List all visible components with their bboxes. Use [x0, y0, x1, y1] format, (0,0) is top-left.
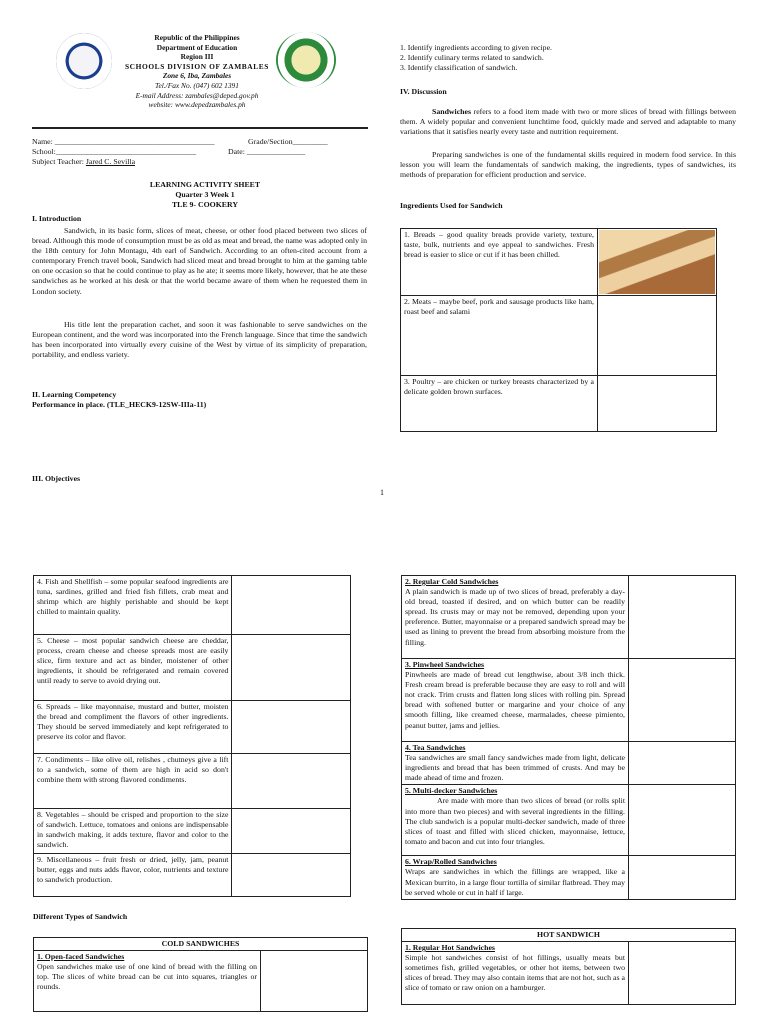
letterhead-line: Region III	[180, 52, 214, 62]
teacher-field	[32, 157, 135, 167]
open-faced-title: 1. Open-faced Sandwiches	[37, 952, 125, 962]
grade-field: Grade/Section_________	[248, 137, 328, 146]
division-seal	[276, 32, 336, 88]
regular-hot-cell	[402, 942, 629, 1005]
ingredient-meats: 2. Meats – maybe beef, pork and sausage products like ham, roast beef and salami	[401, 296, 598, 376]
ingredient-vegetables: 8. Vegetables – should be crisped and proportion to the size of sandwich. Lettuce, tomatoes and onions are indispensable in sandwich making, it adds texture, flavor and color to the sandwich.	[34, 809, 232, 854]
sheet-title-line: LEARNING ACTIVITY SHEET	[149, 180, 261, 189]
wrap-text: Wraps are sandwiches in which the fillings are wrapped, like a Mexican burrito, in a large flour tortilla of similar flatbread. They may be served whole or cut in half if large.	[405, 867, 625, 897]
table-row	[34, 754, 351, 809]
table-row	[34, 854, 351, 897]
ingredients-heading: Ingredients Used for Sandwich	[400, 201, 503, 210]
sandwich-term: Sandwiches	[432, 107, 471, 116]
name-field: Name: _________________________________________	[32, 137, 215, 146]
open-faced-cell	[34, 951, 261, 1012]
ingredients-table-2	[33, 575, 351, 897]
ingredient-fish: 4. Fish and Shellfish – some popular seafood ingredients are tuna, sardines, grilled and fried fish fillets, crab meat and shrimp which are highly perishable and should be kept chilled to maintain quality.	[34, 576, 232, 635]
objectives-heading: III. Objectives	[32, 474, 81, 483]
wrap-image	[629, 856, 736, 899]
table-row	[402, 856, 736, 899]
multi-decker-image	[629, 785, 736, 856]
table-row	[34, 701, 351, 754]
regular-cold-cell	[402, 576, 629, 659]
poultry-image	[598, 376, 717, 432]
cheese-image	[232, 635, 351, 701]
open-faced-image	[261, 951, 368, 1012]
ingredient-spreads: 6. Spreads – like mayonnaise, mustard and butter, moisten the bread and compliment the flavors of other ingredients. They should be served immediately and kept refrigerated to preserve its color and flavor.	[34, 701, 232, 754]
letterhead-line: Republic of the Philippines	[154, 33, 240, 42]
letterhead-line: Department of Education	[156, 42, 238, 52]
multi-decker-title: 5. Multi-decker Sandwiches	[405, 786, 498, 796]
regular-hot-image	[629, 942, 736, 1005]
page-number: 1	[380, 488, 384, 497]
regular-cold-image	[629, 576, 736, 659]
table-row	[401, 376, 717, 432]
regular-cold-text: A plain sandwich is made up of two slices of bread, preferably a day-old bread, toasted if desired, and on which butter can be readily spread. Its crusts may or may not be removed, depending upon your preference. Butter, mayonnaise or a prepared sandwich spread may be used as lining to prevent the bread from absorbing moisture from the filling.	[405, 587, 625, 647]
intro-paragraph-1: Sandwich, in its basic form, slices of meat, cheese, or other food placed between two slices of bread. Although this mode of consumption must be as old as meat and bread, the name was adopted only in the 18th century for John Montagu, 4th earl of Sandwich. According to an often-cited account from a contemporary French travel book, Sandwich had sliced meat and bread brought to him at the gaming table on one occasion so that he could continue to play as he ate; it seems more likely, however, that he ate these sandwiches as he worked at his desk or that the world became aware of them when he requested them in London society.	[32, 226, 367, 296]
ingredients-table-1	[400, 228, 717, 432]
school-field: School:____________________________________	[32, 147, 197, 156]
vegetables-image	[232, 809, 351, 854]
table-row	[34, 809, 351, 854]
header-rule	[32, 127, 368, 129]
wrap-title: 6. Wrap/Rolled Sandwiches	[405, 857, 497, 867]
wrap-cell	[402, 856, 629, 899]
intro-heading: I. Introduction	[32, 214, 82, 223]
table-header-row	[402, 929, 736, 942]
miscellaneous-image	[232, 854, 351, 897]
ingredient-miscellaneous: 9. Miscellaneous – fruit fresh or dried, jelly, jam, peanut butter, eggs and nuts adds flavor, color, nutrients and texture to sandwich production.	[34, 854, 232, 897]
types-heading: Different Types of Sandwich	[33, 912, 128, 921]
multi-decker-text: Are made with more than two slices of bread (or rolls split into more than two pieces) and with several ingredients in the filling. The club sandwich is a popular multi-decker sandwich, made of three slices of toast and filled with sliced chicken, mayonnaise, lettuce, tomato and bacon and cut into four triangles.	[405, 796, 625, 846]
condiments-image	[232, 754, 351, 809]
cold-sandwich-table-2	[401, 575, 736, 900]
objective-item: 2. Identify culinary terms related to sandwich.	[400, 53, 544, 63]
letterhead-line: website: www.depedzambales.ph	[148, 100, 246, 110]
discussion-heading: IV. Discussion	[400, 87, 447, 96]
objective-item: 3. Identify classification of sandwich.	[400, 63, 518, 73]
bread-photo	[599, 230, 715, 294]
meats-image	[598, 296, 717, 376]
objectives-list	[400, 43, 730, 73]
discussion-p1-text: refers to a food item made with two or more slices of bread with fillings between them. A widely popular and convenient lunchtime food, quickly made and served and adaptable to many variations that it satisfies nearly every taste and nutrition requirement.	[400, 107, 736, 137]
pinwheel-image	[629, 659, 736, 742]
intro-paragraph-2: His title lent the preparation cachet, and soon it was fashionable to serve sandwiches on the European continent, and the word was incorporated into the French language. Since that time the sandwich has been incorporated into virtually every cuisine of the West by virtue of its simplicity of preparation, portability, and endless variety.	[32, 320, 367, 360]
competency-text: Performance in place. (TLE_HECK9-12SW-IIIa-11)	[32, 400, 207, 409]
competency-heading: II. Learning Competency	[32, 390, 117, 399]
objective-item: 1. Identify ingredients according to given recipe.	[400, 43, 552, 52]
regular-hot-text: Simple hot sandwiches consist of hot fillings, usually meats but sometimes fish, grilled vegetables, or other hot items, between two slices of bread. They may also contain items that are not hot, such as a slice of tomato or raw onion on a hamburger.	[405, 953, 625, 993]
hot-sandwich-heading: HOT SANDWICH	[402, 929, 736, 942]
table-row	[402, 576, 736, 659]
tea-sandwich-title: 4. Tea Sandwiches	[405, 743, 466, 752]
fish-image	[232, 576, 351, 635]
table-row	[34, 635, 351, 701]
table-row	[402, 659, 736, 742]
table-row	[34, 951, 368, 1012]
hot-sandwich-table	[401, 928, 736, 1005]
sheet-title-line: TLE 9- COOKERY	[171, 200, 238, 210]
letterhead	[118, 33, 276, 110]
ingredient-cheese: 5. Cheese – most popular sandwich cheese are cheddar, process, cream cheese and cheese spreads most are easily slice, firm texture and act as binder, moistener of other ingredients, it should be refrigerated and remain covered until ready to serve to avoid drying out.	[34, 635, 232, 701]
multi-decker-cell	[402, 785, 629, 856]
spreads-image	[232, 701, 351, 754]
pinwheel-text: Pinwheels are made of bread cut lengthwise, about 3/8 inch thick. Fresh cream bread is preferable because they are easy to roll and will not crack. Trim crusts and flatten long slices with rolling pin. Spread bread with softened butter or margarine and your choice of any smooth filling, like creamed cheese, marmalades, cheese pimiento, peanut butter, jams and jellies.	[405, 670, 625, 730]
regular-hot-title: 1. Regular Hot Sandwiches	[405, 943, 495, 953]
ingredient-condiments: 7. Condiments – like olive oil, relishes , chutneys give a lift to a sandwich, some of them are high in acid so don't combine them with strong flavored condiments.	[34, 754, 232, 809]
table-row	[402, 742, 736, 785]
cold-sandwich-table-1	[33, 937, 368, 1012]
ingredient-breads: 1. Breads – good quality breads provide variety, texture, taste, bulk, nutrients and eye appeal to sandwiches. Fresh bread is easier to slice or cut if it has been chilled.	[401, 229, 598, 296]
table-row	[402, 942, 736, 1005]
pinwheel-cell	[402, 659, 629, 742]
table-row	[401, 229, 717, 296]
date-field: Date: _______________	[228, 147, 306, 156]
discussion-paragraph-2: Preparing sandwiches is one of the fundamental skills required in modern food service. In this lesson you will learn the fundamentals of sandwich making, the ingredients, types of sandwiches, its methods of preparation for efficient production and service.	[400, 150, 736, 180]
letterhead-line: Tel./Fax No. (047) 602 1391	[155, 80, 239, 90]
teacher-label: Subject Teacher:	[32, 157, 84, 166]
ingredient-poultry: 3. Poultry – are chicken or turkey breasts characterized by a delicate golden brown surfaces.	[401, 376, 598, 432]
bread-image	[598, 229, 717, 296]
sheet-title-line: Quarter 3 Week 1	[175, 190, 235, 200]
sheet-title	[130, 180, 280, 210]
tea-sandwich-cell	[402, 742, 629, 785]
letterhead-line: Zone 6, Iba, Zambales	[162, 71, 232, 81]
pinwheel-title: 3. Pinwheel Sandwiches	[405, 660, 485, 669]
open-faced-text: Open sandwiches make use of one kind of bread with the filling on top. The slices of white bread can be cut into squares, triangles or rounds.	[37, 962, 257, 992]
teacher-name: Jared C. Sevilla	[85, 157, 136, 166]
table-header-row	[34, 938, 368, 951]
tea-sandwich-text: Tea sandwiches are small fancy sandwiches made from light, delicate ingredients and bread that has been trimmed of crusts. And may be made ahead of time and frozen.	[405, 753, 625, 783]
letterhead-line: E-mail Address: zambales@deped.gov.ph	[135, 90, 259, 100]
table-row	[34, 576, 351, 635]
table-row	[402, 785, 736, 856]
deped-seal	[56, 33, 112, 89]
tea-sandwich-image	[629, 742, 736, 785]
letterhead-line: SCHOOLS DIVISION OF ZAMBALES	[124, 61, 270, 71]
regular-cold-title: 2. Regular Cold Sandwiches	[405, 577, 499, 586]
discussion-paragraph-1	[400, 107, 736, 137]
table-row	[401, 296, 717, 376]
cold-sandwiches-heading: COLD SANDWICHES	[34, 938, 368, 951]
